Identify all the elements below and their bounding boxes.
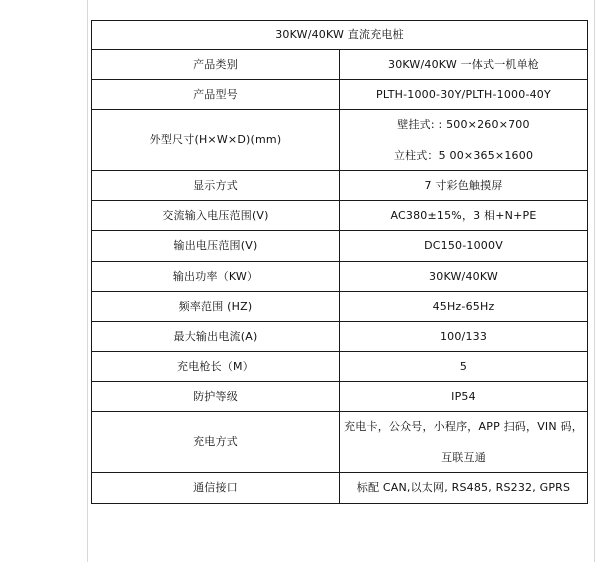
- charging-method-line-2: 互联互通: [441, 450, 486, 464]
- table-row-communication: [92, 473, 588, 504]
- row-label: 外型尺寸(H×W×D)(mm): [92, 110, 340, 171]
- table-row-frequency: [92, 292, 588, 322]
- row-value: [340, 110, 588, 171]
- row-label: 产品型号: [92, 80, 340, 110]
- row-label: 显示方式: [92, 171, 340, 201]
- table-row-product-category: [92, 50, 588, 80]
- row-value: DC150-1000V: [340, 231, 588, 262]
- row-label: 交流输入电压范围(V): [92, 201, 340, 231]
- row-label: 输出电压范围(V): [92, 231, 340, 262]
- row-value: 7 寸彩色触摸屏: [340, 171, 588, 201]
- table-row-max-current: [92, 322, 588, 352]
- row-label: 频率范围 (HZ): [92, 292, 340, 322]
- spec-table: [91, 20, 588, 504]
- row-value: 5: [340, 352, 588, 382]
- table-row-model: [92, 80, 588, 110]
- row-label: 产品类别: [92, 50, 340, 80]
- row-value: 30KW/40KW: [340, 262, 588, 292]
- row-label: 防护等级: [92, 382, 340, 412]
- dimension-floor-standing: 立柱式：5 00×365×1600: [393, 148, 534, 162]
- row-value: 100/133: [340, 322, 588, 352]
- row-value: PLTH-1000-30Y/PLTH-1000-40Y: [340, 80, 588, 110]
- table-row-cable-length: [92, 352, 588, 382]
- table-row-output-voltage: [92, 231, 588, 262]
- table-row-charging-method: [92, 412, 588, 473]
- table-row-dimensions: [92, 110, 588, 171]
- row-label: 通信接口: [92, 473, 340, 504]
- row-label: 最大输出电流(A): [92, 322, 340, 352]
- table-title: 30KW/40KW 直流充电桩: [92, 21, 588, 50]
- row-label: 充电枪长（M）: [92, 352, 340, 382]
- row-value: AC380±15%，3 相+N+PE: [340, 201, 588, 231]
- charging-method-line-1: 充电卡，公众号，小程序，APP 扫码，VIN 码，: [344, 419, 583, 433]
- table-row-ac-input-voltage: [92, 201, 588, 231]
- document-frame: [87, 0, 595, 562]
- row-label: 输出功率（KW）: [92, 262, 340, 292]
- row-value: 30KW/40KW 一体式一机单枪: [340, 50, 588, 80]
- table-row-display: [92, 171, 588, 201]
- table-row-output-power: [92, 262, 588, 292]
- row-value: [340, 412, 588, 473]
- row-value: IP54: [340, 382, 588, 412]
- row-value: 标配 CAN,以太网, RS485, RS232, GPRS: [340, 473, 588, 504]
- table-row-protection: [92, 382, 588, 412]
- table-title-row: [92, 21, 588, 50]
- row-value: 45Hz-65Hz: [340, 292, 588, 322]
- row-label: 充电方式: [92, 412, 340, 473]
- dimension-wall-mounted: 壁挂式: : 500×260×700: [397, 117, 530, 131]
